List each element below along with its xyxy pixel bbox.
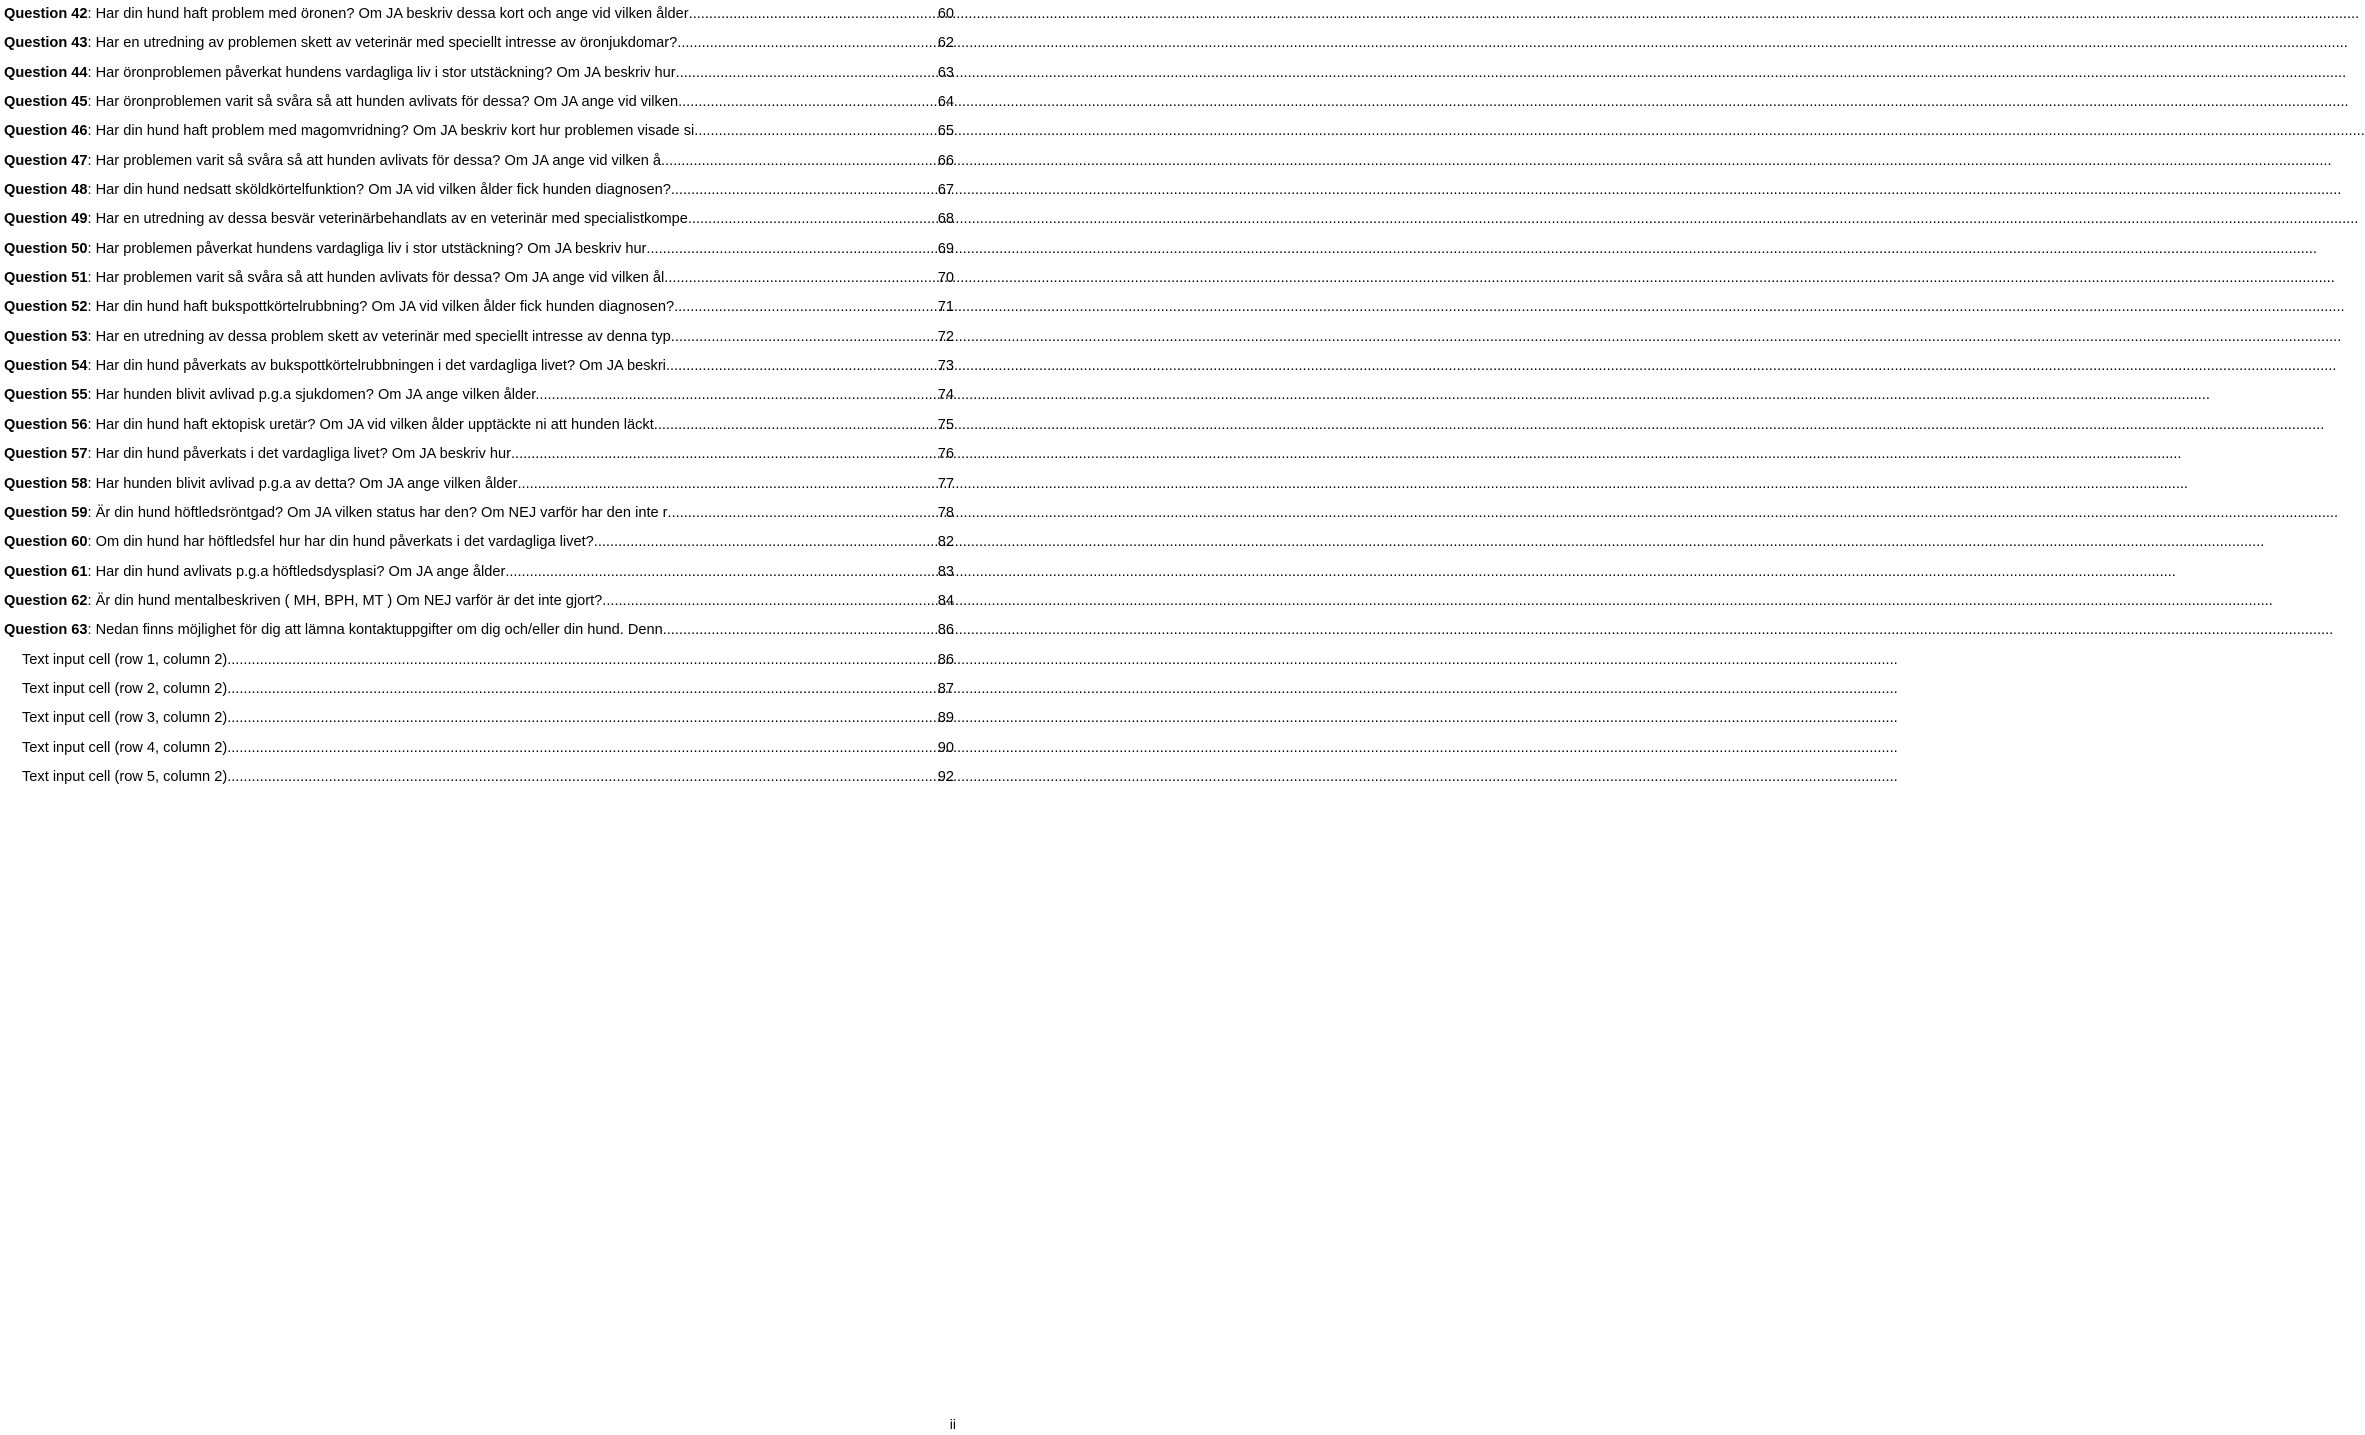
toc-entry-title: Text input cell (row 4, column 2) (22, 739, 228, 756)
toc-entry-page: 69 (937, 240, 954, 257)
toc-entry-text (4, 528, 594, 557)
toc-dot-leader (539, 381, 936, 410)
toc-dot-leader (227, 734, 937, 763)
toc-entry-title: Text input cell (row 5, column 2) (22, 768, 228, 785)
toc-dot-leader (689, 0, 937, 29)
toc-entry-text (4, 176, 671, 205)
toc-dot-leader (227, 646, 937, 675)
toc-dot-leader (676, 59, 937, 88)
toc-entry-page: 78 (937, 504, 954, 521)
toc-entry-page: 83 (937, 563, 954, 580)
toc-entry-title: Text input cell (row 1, column 2) (22, 651, 228, 668)
toc-dot-leader (646, 235, 936, 264)
toc-dot-leader (511, 440, 937, 469)
toc-entry-title: : Har din hund påverkats i det vardagliga livet? Om JA beskriv hur (87, 446, 511, 463)
toc-entry-title: : Har problemen påverkat hundens vardagliga liv i stor utstäckning? Om JA beskriv hur (87, 240, 647, 257)
toc-entry-page: 63 (937, 64, 954, 81)
toc-entry[interactable] (0, 646, 960, 675)
toc-entry-text (22, 734, 227, 763)
toc-entry-text (22, 763, 227, 792)
toc-entry-text (4, 293, 674, 322)
toc-entry-title: : Har din hund haft bukspottkörtelrubbning? Om JA vid vilken ålder fick hunden diagnosen? (87, 299, 675, 316)
toc-entry-page: 86 (937, 651, 954, 668)
toc-entry-label: Question 45 (4, 94, 88, 111)
toc-dot-leader (663, 616, 937, 645)
toc-entry[interactable] (0, 293, 960, 322)
toc-entry-title: : Har problemen varit så svåra så att hunden avlivats för dessa? Om JA ange vid vilken ål (87, 270, 665, 287)
toc-entry-text (4, 59, 676, 88)
toc-entry-page: 65 (937, 123, 954, 140)
toc-entry-label: Question 46 (4, 123, 88, 140)
toc-entry-label: Question 52 (4, 299, 88, 316)
toc-entry-page: 74 (937, 387, 954, 404)
toc-entry-label: Question 43 (4, 35, 88, 52)
toc-dot-leader (671, 323, 937, 352)
toc-entry-text (4, 205, 688, 234)
toc-dot-leader (688, 205, 937, 234)
toc-entry[interactable] (0, 440, 960, 469)
toc-entry-label: Question 59 (4, 504, 88, 521)
toc-entry-text (4, 88, 678, 117)
toc-entry-page: 62 (937, 35, 954, 52)
toc-entry-title: : Har en utredning av dessa besvär veterinärbehandlats av en veterinär med specialistkompe (87, 211, 688, 228)
toc-entry-text (4, 264, 664, 293)
toc-entry-page: 92 (937, 768, 954, 785)
toc-entry[interactable] (0, 117, 960, 146)
toc-entry-text (4, 616, 663, 645)
toc-entry-page: 89 (937, 710, 954, 727)
toc-entry[interactable] (0, 734, 960, 763)
toc-entry-page: 73 (937, 358, 954, 375)
toc-entry[interactable] (0, 587, 960, 616)
toc-entry-page: 87 (937, 680, 954, 697)
toc-entry-label: Question 56 (4, 416, 88, 433)
toc-entry-text (4, 0, 689, 29)
toc-dot-leader (666, 352, 937, 381)
toc-entry-page: 75 (937, 416, 954, 433)
toc-entry[interactable] (0, 88, 960, 117)
toc-entry-text (4, 499, 668, 528)
toc-dot-leader (668, 499, 937, 528)
toc-dot-leader (654, 411, 937, 440)
toc-entry-text (4, 147, 661, 176)
toc-entry-label: Question 63 (4, 622, 88, 639)
toc-entry[interactable] (0, 558, 960, 587)
toc-entry-text (4, 411, 654, 440)
toc-entry-page: 60 (937, 6, 954, 22)
toc-entry-label: Question 50 (4, 240, 88, 257)
toc-entry[interactable] (0, 235, 960, 264)
toc-entry[interactable] (0, 704, 960, 733)
toc-dot-leader (227, 704, 937, 733)
toc-entry[interactable] (0, 763, 960, 792)
toc-entry[interactable] (0, 59, 960, 88)
toc-entry[interactable] (0, 616, 960, 645)
toc-entry-page: 77 (937, 475, 954, 492)
toc-entry-title: : Har en utredning av dessa problem skett av veterinär med speciellt intresse av denna typ (87, 328, 671, 345)
toc-entry[interactable] (0, 352, 960, 381)
toc-entry[interactable] (0, 264, 960, 293)
toc-entry-page: 86 (937, 622, 954, 639)
toc-entry-page: 67 (937, 182, 954, 199)
toc-entry-text (4, 235, 646, 264)
page-number: ii (949, 1416, 956, 1432)
toc-entry-title: Text input cell (row 3, column 2) (22, 710, 228, 727)
toc-dot-leader (664, 264, 936, 293)
toc-entry[interactable] (0, 499, 960, 528)
toc-entry-text (4, 440, 511, 469)
toc-entry[interactable] (0, 176, 960, 205)
toc-dot-leader (594, 528, 937, 557)
toc-entry[interactable] (0, 528, 960, 557)
toc-entry-text (4, 381, 539, 410)
toc-entry[interactable] (0, 205, 960, 234)
toc-entry-title: Text input cell (row 2, column 2) (22, 680, 228, 697)
toc-entry-text (4, 558, 505, 587)
toc-entry-page: 82 (937, 534, 954, 551)
toc-entry[interactable] (0, 381, 960, 410)
toc-entry-title: : Har din hund nedsatt sköldkörtelfunktion? Om JA vid vilken ålder fick hunden diagnosen? (87, 182, 671, 199)
toc-entry-page: 71 (937, 299, 954, 316)
toc-entry-label: Question 57 (4, 446, 88, 463)
toc-dot-leader (661, 147, 937, 176)
toc-entry-label: Question 49 (4, 211, 88, 228)
toc-dot-leader (694, 117, 937, 146)
toc-entry-text (4, 470, 517, 499)
toc-entry-label: Question 47 (4, 152, 88, 169)
toc-entry-title: : Om din hund har höftledsfel hur har din hund påverkats i det vardagliga livet? (87, 534, 594, 551)
toc-entry-page: 72 (937, 328, 954, 345)
toc-entry-title: : Är din hund mentalbeskriven ( MH, BPH, MT ) Om NEJ varför är det inte gjort? (87, 592, 603, 609)
toc-entry-title: : Har din hund påverkats av bukspottkörtelrubbningen i det vardagliga livet? Om JA beskri (87, 358, 666, 375)
toc-entry-title: : Har öronproblemen varit så svåra så att hunden avlivats för dessa? Om JA ange vid vilken (87, 94, 679, 111)
toc-entry-label: Question 62 (4, 592, 88, 609)
toc-dot-leader (505, 558, 936, 587)
toc-entry-title: : Är din hund höftledsröntgad? Om JA vilken status har den? Om NEJ varför har den inte r (87, 504, 668, 521)
toc-entry-page: 84 (937, 592, 954, 609)
toc-entry-title: : Har hunden blivit avlivad p.g.a av detta? Om JA ange vilken ålder (87, 475, 518, 492)
toc-entry-label: Question 58 (4, 475, 88, 492)
toc-dot-leader (671, 176, 937, 205)
toc-entry-label: Question 42 (4, 6, 88, 22)
toc-entry-title: : Har hunden blivit avlivad p.g.a sjukdomen? Om JA ange vilken ålder. (87, 387, 540, 404)
toc-entry-text (22, 646, 227, 675)
toc-dot-leader (602, 587, 936, 616)
toc-entry[interactable] (0, 411, 960, 440)
toc-entry-title: : Har din hund haft ektopisk uretär? Om JA vid vilken ålder upptäckte ni att hunden läckt (87, 416, 654, 433)
toc-dot-leader (227, 763, 937, 792)
toc-entry-text (22, 704, 227, 733)
toc-entry-text (4, 29, 677, 58)
toc-dot-leader (678, 88, 937, 117)
toc-entry[interactable] (0, 323, 960, 352)
toc-entry-text (4, 352, 666, 381)
toc-entry[interactable] (0, 470, 960, 499)
toc-entry-text (22, 675, 227, 704)
table-of-contents (0, 0, 960, 792)
toc-entry-title: : Nedan finns möjlighet för dig att lämna kontaktuppgifter om dig och/eller din hund. Denn (87, 622, 663, 639)
toc-entry-page: 64 (937, 94, 954, 111)
toc-entry-label: Question 53 (4, 328, 88, 345)
toc-dot-leader (674, 293, 937, 322)
toc-entry-label: Question 55 (4, 387, 88, 404)
toc-entry-label: Question 48 (4, 182, 88, 199)
toc-entry-label: Question 54 (4, 358, 88, 375)
toc-entry[interactable] (0, 29, 960, 58)
toc-entry-title: : Har din hund haft problem med magomvridning? Om JA beskriv kort hur problemen visade si (87, 123, 695, 140)
toc-entry-label: Question 44 (4, 64, 88, 81)
toc-entry-title: : Har problemen varit så svåra så att hunden avlivats för dessa? Om JA ange vid vilken å (87, 152, 662, 169)
toc-entry-title: : Har din hund avlivats p.g.a höftledsdysplasi? Om JA ange ålder (87, 563, 506, 580)
toc-entry-label: Question 60 (4, 534, 88, 551)
toc-dot-leader (227, 675, 937, 704)
toc-entry-label: Question 61 (4, 563, 88, 580)
toc-dot-leader (677, 29, 937, 58)
toc-entry-page: 66 (937, 152, 954, 169)
toc-entry-page: 68 (937, 211, 954, 228)
toc-entry[interactable] (0, 147, 960, 176)
toc-entry-text (4, 117, 694, 146)
toc-entry[interactable] (0, 675, 960, 704)
toc-entry-page: 70 (937, 270, 954, 287)
toc-entry[interactable] (0, 0, 960, 29)
toc-entry-label: Question 51 (4, 270, 88, 287)
toc-entry-text (4, 587, 602, 616)
toc-entry-title: : Har din hund haft problem med öronen? Om JA beskriv dessa kort och ange vid vilken ålder (87, 6, 689, 22)
toc-entry-title: : Har öronproblemen påverkat hundens vardagliga liv i stor utstäckning? Om JA beskriv hur (87, 64, 676, 81)
toc-entry-page: 76 (937, 446, 954, 463)
toc-dot-leader (517, 470, 936, 499)
toc-entry-title: : Har en utredning av problemen skett av veterinär med speciellt intresse av öronjukdomar? (87, 35, 678, 52)
toc-entry-text (4, 323, 671, 352)
toc-entry-page: 90 (937, 739, 954, 756)
